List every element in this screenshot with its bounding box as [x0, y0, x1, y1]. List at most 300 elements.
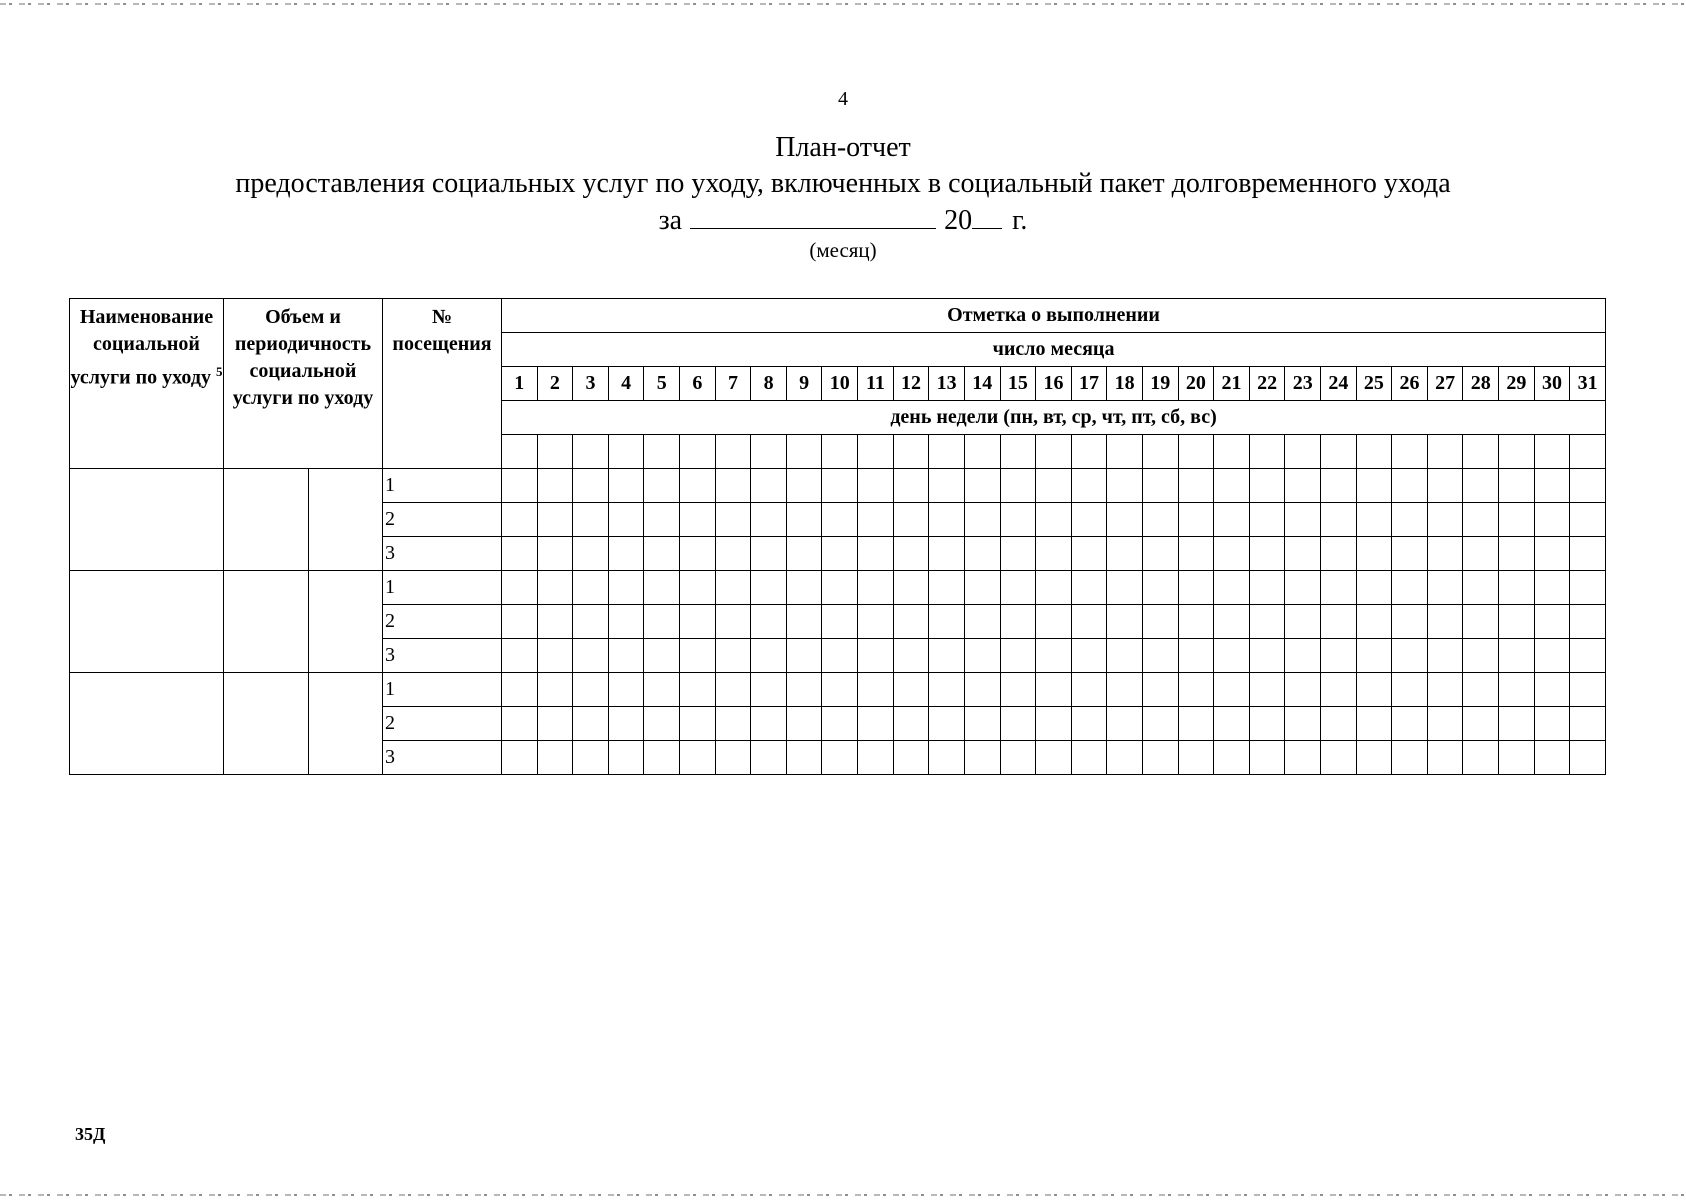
- execution-mark-cell[interactable]: [751, 503, 787, 537]
- execution-mark-cell[interactable]: [1321, 707, 1357, 741]
- execution-mark-cell[interactable]: [537, 639, 573, 673]
- execution-mark-cell[interactable]: [1285, 639, 1321, 673]
- execution-mark-cell[interactable]: [1463, 673, 1499, 707]
- execution-mark-cell[interactable]: [1463, 741, 1499, 775]
- execution-mark-cell[interactable]: [1427, 639, 1463, 673]
- weekday-entry-cell[interactable]: [1463, 435, 1499, 469]
- execution-mark-cell[interactable]: [1000, 639, 1036, 673]
- execution-mark-cell[interactable]: [1249, 639, 1285, 673]
- execution-mark-cell[interactable]: [1000, 605, 1036, 639]
- execution-mark-cell[interactable]: [751, 571, 787, 605]
- execution-mark-cell[interactable]: [1463, 707, 1499, 741]
- execution-mark-cell[interactable]: [1036, 571, 1072, 605]
- execution-mark-cell[interactable]: [1534, 707, 1570, 741]
- execution-mark-cell[interactable]: [1427, 741, 1463, 775]
- execution-mark-cell[interactable]: [680, 673, 716, 707]
- execution-mark-cell[interactable]: [786, 469, 822, 503]
- execution-mark-cell[interactable]: [1000, 741, 1036, 775]
- execution-mark-cell[interactable]: [573, 571, 609, 605]
- execution-mark-cell[interactable]: [1463, 469, 1499, 503]
- execution-mark-cell[interactable]: [1071, 503, 1107, 537]
- execution-mark-cell[interactable]: [1427, 673, 1463, 707]
- weekday-entry-cell[interactable]: [1427, 435, 1463, 469]
- execution-mark-cell[interactable]: [1499, 503, 1535, 537]
- execution-mark-cell[interactable]: [786, 537, 822, 571]
- execution-mark-cell[interactable]: [929, 673, 965, 707]
- execution-mark-cell[interactable]: [680, 639, 716, 673]
- execution-mark-cell[interactable]: [537, 469, 573, 503]
- execution-mark-cell[interactable]: [1000, 537, 1036, 571]
- execution-mark-cell[interactable]: [893, 605, 929, 639]
- weekday-entry-cell[interactable]: [1178, 435, 1214, 469]
- execution-mark-cell[interactable]: [1285, 537, 1321, 571]
- execution-mark-cell[interactable]: [1463, 605, 1499, 639]
- execution-mark-cell[interactable]: [1570, 537, 1606, 571]
- service-name-cell[interactable]: [70, 469, 224, 571]
- execution-mark-cell[interactable]: [502, 537, 538, 571]
- execution-mark-cell[interactable]: [644, 537, 680, 571]
- execution-mark-cell[interactable]: [680, 537, 716, 571]
- weekday-entry-cell[interactable]: [1000, 435, 1036, 469]
- weekday-entry-cell[interactable]: [786, 435, 822, 469]
- execution-mark-cell[interactable]: [1178, 707, 1214, 741]
- execution-mark-cell[interactable]: [1107, 639, 1143, 673]
- weekday-entry-cell[interactable]: [929, 435, 965, 469]
- execution-mark-cell[interactable]: [1392, 571, 1428, 605]
- execution-mark-cell[interactable]: [751, 707, 787, 741]
- execution-mark-cell[interactable]: [1036, 605, 1072, 639]
- execution-mark-cell[interactable]: [893, 673, 929, 707]
- execution-mark-cell[interactable]: [858, 639, 894, 673]
- execution-mark-cell[interactable]: [1570, 673, 1606, 707]
- execution-mark-cell[interactable]: [1036, 673, 1072, 707]
- execution-mark-cell[interactable]: [1071, 571, 1107, 605]
- execution-mark-cell[interactable]: [1000, 503, 1036, 537]
- execution-mark-cell[interactable]: [964, 605, 1000, 639]
- execution-mark-cell[interactable]: [680, 707, 716, 741]
- execution-mark-cell[interactable]: [1142, 639, 1178, 673]
- execution-mark-cell[interactable]: [1107, 605, 1143, 639]
- execution-mark-cell[interactable]: [680, 605, 716, 639]
- execution-mark-cell[interactable]: [537, 537, 573, 571]
- execution-mark-cell[interactable]: [1392, 503, 1428, 537]
- execution-mark-cell[interactable]: [1142, 605, 1178, 639]
- execution-mark-cell[interactable]: [786, 707, 822, 741]
- execution-mark-cell[interactable]: [502, 741, 538, 775]
- execution-mark-cell[interactable]: [858, 605, 894, 639]
- month-blank-field[interactable]: [690, 204, 936, 229]
- execution-mark-cell[interactable]: [1321, 503, 1357, 537]
- execution-mark-cell[interactable]: [680, 503, 716, 537]
- execution-mark-cell[interactable]: [644, 469, 680, 503]
- execution-mark-cell[interactable]: [1321, 639, 1357, 673]
- execution-mark-cell[interactable]: [1142, 673, 1178, 707]
- execution-mark-cell[interactable]: [893, 639, 929, 673]
- execution-mark-cell[interactable]: [1534, 571, 1570, 605]
- execution-mark-cell[interactable]: [1036, 639, 1072, 673]
- execution-mark-cell[interactable]: [822, 605, 858, 639]
- execution-mark-cell[interactable]: [1392, 673, 1428, 707]
- execution-mark-cell[interactable]: [822, 639, 858, 673]
- execution-mark-cell[interactable]: [1427, 503, 1463, 537]
- execution-mark-cell[interactable]: [1214, 605, 1250, 639]
- execution-mark-cell[interactable]: [1071, 469, 1107, 503]
- execution-mark-cell[interactable]: [1249, 537, 1285, 571]
- execution-mark-cell[interactable]: [893, 707, 929, 741]
- execution-mark-cell[interactable]: [964, 537, 1000, 571]
- volume-cell[interactable]: [224, 673, 309, 775]
- execution-mark-cell[interactable]: [1321, 673, 1357, 707]
- execution-mark-cell[interactable]: [1107, 741, 1143, 775]
- execution-mark-cell[interactable]: [1142, 503, 1178, 537]
- execution-mark-cell[interactable]: [644, 639, 680, 673]
- execution-mark-cell[interactable]: [1534, 639, 1570, 673]
- execution-mark-cell[interactable]: [1356, 639, 1392, 673]
- execution-mark-cell[interactable]: [786, 639, 822, 673]
- execution-mark-cell[interactable]: [1178, 469, 1214, 503]
- execution-mark-cell[interactable]: [1285, 741, 1321, 775]
- execution-mark-cell[interactable]: [929, 469, 965, 503]
- execution-mark-cell[interactable]: [1463, 639, 1499, 673]
- execution-mark-cell[interactable]: [1285, 707, 1321, 741]
- execution-mark-cell[interactable]: [1427, 537, 1463, 571]
- execution-mark-cell[interactable]: [1392, 741, 1428, 775]
- execution-mark-cell[interactable]: [1499, 537, 1535, 571]
- execution-mark-cell[interactable]: [1178, 673, 1214, 707]
- execution-mark-cell[interactable]: [858, 741, 894, 775]
- execution-mark-cell[interactable]: [1285, 571, 1321, 605]
- execution-mark-cell[interactable]: [786, 571, 822, 605]
- weekday-entry-cell[interactable]: [858, 435, 894, 469]
- execution-mark-cell[interactable]: [502, 639, 538, 673]
- execution-mark-cell[interactable]: [1036, 537, 1072, 571]
- execution-mark-cell[interactable]: [1427, 571, 1463, 605]
- execution-mark-cell[interactable]: [893, 469, 929, 503]
- execution-mark-cell[interactable]: [751, 605, 787, 639]
- execution-mark-cell[interactable]: [893, 571, 929, 605]
- execution-mark-cell[interactable]: [644, 503, 680, 537]
- execution-mark-cell[interactable]: [715, 469, 751, 503]
- execution-mark-cell[interactable]: [1214, 469, 1250, 503]
- execution-mark-cell[interactable]: [858, 469, 894, 503]
- execution-mark-cell[interactable]: [1249, 503, 1285, 537]
- execution-mark-cell[interactable]: [786, 605, 822, 639]
- execution-mark-cell[interactable]: [1427, 707, 1463, 741]
- execution-mark-cell[interactable]: [1570, 503, 1606, 537]
- execution-mark-cell[interactable]: [929, 571, 965, 605]
- year-blank-field[interactable]: [972, 204, 1002, 229]
- execution-mark-cell[interactable]: [1392, 537, 1428, 571]
- weekday-entry-cell[interactable]: [822, 435, 858, 469]
- execution-mark-cell[interactable]: [893, 537, 929, 571]
- execution-mark-cell[interactable]: [537, 673, 573, 707]
- execution-mark-cell[interactable]: [1392, 639, 1428, 673]
- weekday-entry-cell[interactable]: [1142, 435, 1178, 469]
- execution-mark-cell[interactable]: [1534, 503, 1570, 537]
- execution-mark-cell[interactable]: [1071, 639, 1107, 673]
- weekday-entry-cell[interactable]: [964, 435, 1000, 469]
- execution-mark-cell[interactable]: [964, 707, 1000, 741]
- execution-mark-cell[interactable]: [1570, 571, 1606, 605]
- execution-mark-cell[interactable]: [1142, 571, 1178, 605]
- execution-mark-cell[interactable]: [573, 639, 609, 673]
- weekday-entry-cell[interactable]: [1534, 435, 1570, 469]
- weekday-entry-cell[interactable]: [680, 435, 716, 469]
- execution-mark-cell[interactable]: [1534, 605, 1570, 639]
- execution-mark-cell[interactable]: [1178, 503, 1214, 537]
- execution-mark-cell[interactable]: [1107, 537, 1143, 571]
- execution-mark-cell[interactable]: [1285, 605, 1321, 639]
- execution-mark-cell[interactable]: [1427, 469, 1463, 503]
- execution-mark-cell[interactable]: [1356, 707, 1392, 741]
- execution-mark-cell[interactable]: [537, 741, 573, 775]
- execution-mark-cell[interactable]: [929, 537, 965, 571]
- execution-mark-cell[interactable]: [964, 571, 1000, 605]
- weekday-entry-cell[interactable]: [1321, 435, 1357, 469]
- volume-cell[interactable]: [224, 469, 309, 571]
- execution-mark-cell[interactable]: [644, 571, 680, 605]
- execution-mark-cell[interactable]: [1036, 707, 1072, 741]
- execution-mark-cell[interactable]: [1000, 571, 1036, 605]
- execution-mark-cell[interactable]: [1214, 673, 1250, 707]
- execution-mark-cell[interactable]: [1214, 707, 1250, 741]
- execution-mark-cell[interactable]: [1142, 469, 1178, 503]
- execution-mark-cell[interactable]: [1214, 503, 1250, 537]
- execution-mark-cell[interactable]: [1463, 571, 1499, 605]
- execution-mark-cell[interactable]: [608, 741, 644, 775]
- weekday-entry-cell[interactable]: [751, 435, 787, 469]
- execution-mark-cell[interactable]: [537, 707, 573, 741]
- execution-mark-cell[interactable]: [1321, 605, 1357, 639]
- execution-mark-cell[interactable]: [929, 707, 965, 741]
- weekday-entry-cell[interactable]: [1392, 435, 1428, 469]
- execution-mark-cell[interactable]: [1285, 673, 1321, 707]
- execution-mark-cell[interactable]: [1249, 469, 1285, 503]
- execution-mark-cell[interactable]: [715, 503, 751, 537]
- execution-mark-cell[interactable]: [1570, 639, 1606, 673]
- execution-mark-cell[interactable]: [1107, 469, 1143, 503]
- execution-mark-cell[interactable]: [822, 537, 858, 571]
- execution-mark-cell[interactable]: [502, 503, 538, 537]
- service-name-cell[interactable]: [70, 673, 224, 775]
- service-name-cell[interactable]: [70, 571, 224, 673]
- execution-mark-cell[interactable]: [573, 605, 609, 639]
- execution-mark-cell[interactable]: [822, 571, 858, 605]
- weekday-entry-cell[interactable]: [715, 435, 751, 469]
- execution-mark-cell[interactable]: [1463, 503, 1499, 537]
- execution-mark-cell[interactable]: [1071, 605, 1107, 639]
- execution-mark-cell[interactable]: [502, 571, 538, 605]
- execution-mark-cell[interactable]: [1249, 707, 1285, 741]
- execution-mark-cell[interactable]: [1499, 605, 1535, 639]
- execution-mark-cell[interactable]: [1534, 673, 1570, 707]
- execution-mark-cell[interactable]: [1214, 571, 1250, 605]
- execution-mark-cell[interactable]: [1285, 503, 1321, 537]
- execution-mark-cell[interactable]: [1000, 673, 1036, 707]
- execution-mark-cell[interactable]: [1142, 741, 1178, 775]
- execution-mark-cell[interactable]: [1178, 639, 1214, 673]
- execution-mark-cell[interactable]: [608, 707, 644, 741]
- execution-mark-cell[interactable]: [858, 571, 894, 605]
- execution-mark-cell[interactable]: [1214, 741, 1250, 775]
- weekday-entry-cell[interactable]: [893, 435, 929, 469]
- execution-mark-cell[interactable]: [964, 639, 1000, 673]
- execution-mark-cell[interactable]: [715, 639, 751, 673]
- execution-mark-cell[interactable]: [858, 707, 894, 741]
- weekday-entry-cell[interactable]: [537, 435, 573, 469]
- weekday-entry-cell[interactable]: [608, 435, 644, 469]
- execution-mark-cell[interactable]: [858, 503, 894, 537]
- execution-mark-cell[interactable]: [573, 707, 609, 741]
- volume-cell[interactable]: [224, 571, 309, 673]
- execution-mark-cell[interactable]: [1071, 741, 1107, 775]
- weekday-entry-cell[interactable]: [1214, 435, 1250, 469]
- execution-mark-cell[interactable]: [680, 469, 716, 503]
- execution-mark-cell[interactable]: [964, 503, 1000, 537]
- execution-mark-cell[interactable]: [1178, 605, 1214, 639]
- execution-mark-cell[interactable]: [1570, 707, 1606, 741]
- execution-mark-cell[interactable]: [1142, 537, 1178, 571]
- execution-mark-cell[interactable]: [1214, 537, 1250, 571]
- execution-mark-cell[interactable]: [644, 605, 680, 639]
- execution-mark-cell[interactable]: [751, 673, 787, 707]
- execution-mark-cell[interactable]: [858, 673, 894, 707]
- execution-mark-cell[interactable]: [1570, 741, 1606, 775]
- execution-mark-cell[interactable]: [1036, 469, 1072, 503]
- execution-mark-cell[interactable]: [1570, 469, 1606, 503]
- execution-mark-cell[interactable]: [608, 503, 644, 537]
- execution-mark-cell[interactable]: [1356, 469, 1392, 503]
- execution-mark-cell[interactable]: [1107, 571, 1143, 605]
- execution-mark-cell[interactable]: [1071, 537, 1107, 571]
- weekday-entry-cell[interactable]: [1036, 435, 1072, 469]
- execution-mark-cell[interactable]: [573, 503, 609, 537]
- execution-mark-cell[interactable]: [715, 673, 751, 707]
- execution-mark-cell[interactable]: [822, 673, 858, 707]
- weekday-entry-cell[interactable]: [1356, 435, 1392, 469]
- execution-mark-cell[interactable]: [929, 741, 965, 775]
- execution-mark-cell[interactable]: [537, 503, 573, 537]
- weekday-entry-cell[interactable]: [573, 435, 609, 469]
- execution-mark-cell[interactable]: [1356, 503, 1392, 537]
- execution-mark-cell[interactable]: [573, 741, 609, 775]
- execution-mark-cell[interactable]: [1499, 741, 1535, 775]
- execution-mark-cell[interactable]: [893, 503, 929, 537]
- execution-mark-cell[interactable]: [1036, 741, 1072, 775]
- execution-mark-cell[interactable]: [1071, 673, 1107, 707]
- execution-mark-cell[interactable]: [537, 605, 573, 639]
- execution-mark-cell[interactable]: [1499, 469, 1535, 503]
- execution-mark-cell[interactable]: [1107, 707, 1143, 741]
- weekday-entry-cell[interactable]: [1071, 435, 1107, 469]
- execution-mark-cell[interactable]: [1249, 605, 1285, 639]
- execution-mark-cell[interactable]: [1249, 571, 1285, 605]
- execution-mark-cell[interactable]: [573, 469, 609, 503]
- execution-mark-cell[interactable]: [715, 537, 751, 571]
- execution-mark-cell[interactable]: [1142, 707, 1178, 741]
- execution-mark-cell[interactable]: [751, 537, 787, 571]
- execution-mark-cell[interactable]: [1321, 537, 1357, 571]
- execution-mark-cell[interactable]: [1392, 605, 1428, 639]
- execution-mark-cell[interactable]: [1071, 707, 1107, 741]
- weekday-entry-cell[interactable]: [1285, 435, 1321, 469]
- execution-mark-cell[interactable]: [751, 741, 787, 775]
- execution-mark-cell[interactable]: [964, 469, 1000, 503]
- execution-mark-cell[interactable]: [644, 673, 680, 707]
- periodicity-cell[interactable]: [309, 469, 383, 571]
- weekday-entry-cell[interactable]: [1249, 435, 1285, 469]
- execution-mark-cell[interactable]: [1321, 741, 1357, 775]
- execution-mark-cell[interactable]: [502, 673, 538, 707]
- execution-mark-cell[interactable]: [929, 605, 965, 639]
- execution-mark-cell[interactable]: [608, 469, 644, 503]
- execution-mark-cell[interactable]: [608, 639, 644, 673]
- execution-mark-cell[interactable]: [608, 537, 644, 571]
- execution-mark-cell[interactable]: [1107, 503, 1143, 537]
- execution-mark-cell[interactable]: [786, 673, 822, 707]
- execution-mark-cell[interactable]: [893, 741, 929, 775]
- execution-mark-cell[interactable]: [1534, 537, 1570, 571]
- execution-mark-cell[interactable]: [644, 707, 680, 741]
- execution-mark-cell[interactable]: [1427, 605, 1463, 639]
- periodicity-cell[interactable]: [309, 571, 383, 673]
- execution-mark-cell[interactable]: [573, 537, 609, 571]
- execution-mark-cell[interactable]: [1356, 605, 1392, 639]
- execution-mark-cell[interactable]: [1000, 707, 1036, 741]
- execution-mark-cell[interactable]: [1499, 639, 1535, 673]
- execution-mark-cell[interactable]: [1249, 673, 1285, 707]
- execution-mark-cell[interactable]: [608, 605, 644, 639]
- execution-mark-cell[interactable]: [680, 571, 716, 605]
- execution-mark-cell[interactable]: [858, 537, 894, 571]
- execution-mark-cell[interactable]: [1321, 469, 1357, 503]
- execution-mark-cell[interactable]: [715, 741, 751, 775]
- execution-mark-cell[interactable]: [502, 605, 538, 639]
- execution-mark-cell[interactable]: [786, 741, 822, 775]
- execution-mark-cell[interactable]: [1499, 673, 1535, 707]
- execution-mark-cell[interactable]: [929, 503, 965, 537]
- execution-mark-cell[interactable]: [537, 571, 573, 605]
- execution-mark-cell[interactable]: [644, 741, 680, 775]
- execution-mark-cell[interactable]: [1107, 673, 1143, 707]
- execution-mark-cell[interactable]: [822, 741, 858, 775]
- execution-mark-cell[interactable]: [1036, 503, 1072, 537]
- weekday-entry-cell[interactable]: [1107, 435, 1143, 469]
- execution-mark-cell[interactable]: [1249, 741, 1285, 775]
- execution-mark-cell[interactable]: [1214, 639, 1250, 673]
- execution-mark-cell[interactable]: [1534, 741, 1570, 775]
- execution-mark-cell[interactable]: [1356, 537, 1392, 571]
- execution-mark-cell[interactable]: [608, 673, 644, 707]
- execution-mark-cell[interactable]: [1356, 571, 1392, 605]
- execution-mark-cell[interactable]: [822, 469, 858, 503]
- execution-mark-cell[interactable]: [1178, 571, 1214, 605]
- execution-mark-cell[interactable]: [1000, 469, 1036, 503]
- periodicity-cell[interactable]: [309, 673, 383, 775]
- execution-mark-cell[interactable]: [1463, 537, 1499, 571]
- execution-mark-cell[interactable]: [1570, 605, 1606, 639]
- execution-mark-cell[interactable]: [786, 503, 822, 537]
- execution-mark-cell[interactable]: [822, 707, 858, 741]
- execution-mark-cell[interactable]: [502, 707, 538, 741]
- execution-mark-cell[interactable]: [715, 571, 751, 605]
- execution-mark-cell[interactable]: [608, 571, 644, 605]
- execution-mark-cell[interactable]: [1499, 571, 1535, 605]
- execution-mark-cell[interactable]: [751, 639, 787, 673]
- execution-mark-cell[interactable]: [1499, 707, 1535, 741]
- weekday-entry-cell[interactable]: [502, 435, 538, 469]
- execution-mark-cell[interactable]: [1392, 707, 1428, 741]
